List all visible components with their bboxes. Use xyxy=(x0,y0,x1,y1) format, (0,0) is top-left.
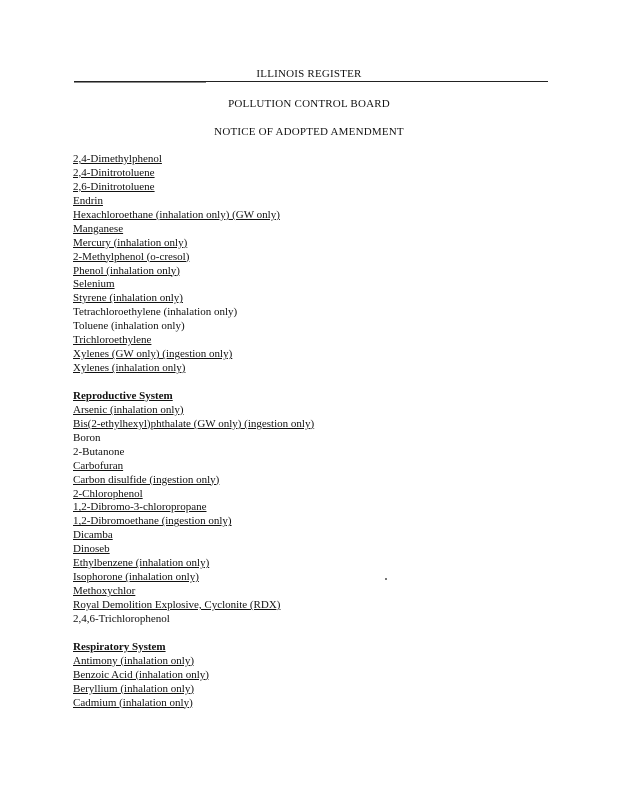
list-item: 1,2-Dibromoethane (ingestion only) xyxy=(73,515,232,528)
list-item: Xylenes (GW only) (ingestion only) xyxy=(73,348,233,361)
list-item: 2-Butanone xyxy=(73,445,125,458)
list-item: Cadmium (inhalation only) xyxy=(73,696,193,709)
list-item: 2,4-Dimethylphenol xyxy=(73,153,162,165)
list-item: Tetrachloroethylene (inhalation only) xyxy=(73,306,238,319)
board-title: POLLUTION CONTROL BOARD xyxy=(228,98,390,110)
section-heading-reproductive: Reproductive System xyxy=(73,389,173,402)
list-item: Carbofuran xyxy=(73,459,124,472)
list-item: Bis(2-ethylhexyl)phthalate (GW only) (ingestion only) xyxy=(73,417,315,430)
list-item: Styrene (inhalation only) xyxy=(73,292,183,305)
list-item: Antimony (inhalation only) xyxy=(73,654,194,667)
list-item: Mercury (inhalation only) xyxy=(73,236,188,249)
list-item: Carbon disulfide (ingestion only) xyxy=(73,473,220,486)
list-item: Xylenes (inhalation only) xyxy=(73,362,186,375)
list-item: Isophorone (inhalation only) xyxy=(73,571,199,584)
substance-list xyxy=(73,153,553,711)
list-item: 2,4,6-Trichlorophenol xyxy=(73,612,170,625)
list-item: 2-Chlorophenol xyxy=(73,487,143,500)
list-item: Toluene (inhalation only) xyxy=(73,320,185,333)
list-item: Dinoseb xyxy=(73,543,110,556)
notice-title: NOTICE OF ADOPTED AMENDMENT xyxy=(214,126,404,138)
section-gap xyxy=(73,627,553,641)
header-rule-faint xyxy=(74,82,206,83)
list-item: Manganese xyxy=(73,222,124,235)
list-item: 1,2-Dibromo-3-chloropropane xyxy=(73,501,207,514)
list-item: Boron xyxy=(73,431,101,444)
list-item: Beryllium (inhalation only) xyxy=(73,682,194,695)
list-item: Ethylbenzene (inhalation only) xyxy=(73,557,210,570)
scan-speck xyxy=(385,578,387,580)
register-title: ILLINOIS REGISTER xyxy=(256,68,362,80)
list-item: Endrin xyxy=(73,194,103,207)
list-item: Arsenic (inhalation only) xyxy=(73,403,184,416)
list-item: Methoxychlor xyxy=(73,585,136,598)
list-item: 2,4-Dinitrotoluene xyxy=(73,166,155,179)
section-gap xyxy=(73,376,553,390)
list-item: Selenium xyxy=(73,278,115,291)
list-item: Trichloroethylene xyxy=(73,334,152,347)
list-item: Royal Demolition Explosive, Cyclonite (RDX) xyxy=(73,599,281,611)
list-item: Hexachloroethane (inhalation only) (GW only) xyxy=(73,208,280,221)
list-item: Phenol (inhalation only) xyxy=(73,264,180,277)
list-item: 2-Methylphenol (o-cresol) xyxy=(73,250,190,263)
section-heading-respiratory: Respiratory System xyxy=(73,640,166,653)
list-item: 2,6-Dinitrotoluene xyxy=(73,180,155,193)
list-item: Dicamba xyxy=(73,529,113,542)
list-item: Benzoic Acid (inhalation only) xyxy=(73,668,209,681)
